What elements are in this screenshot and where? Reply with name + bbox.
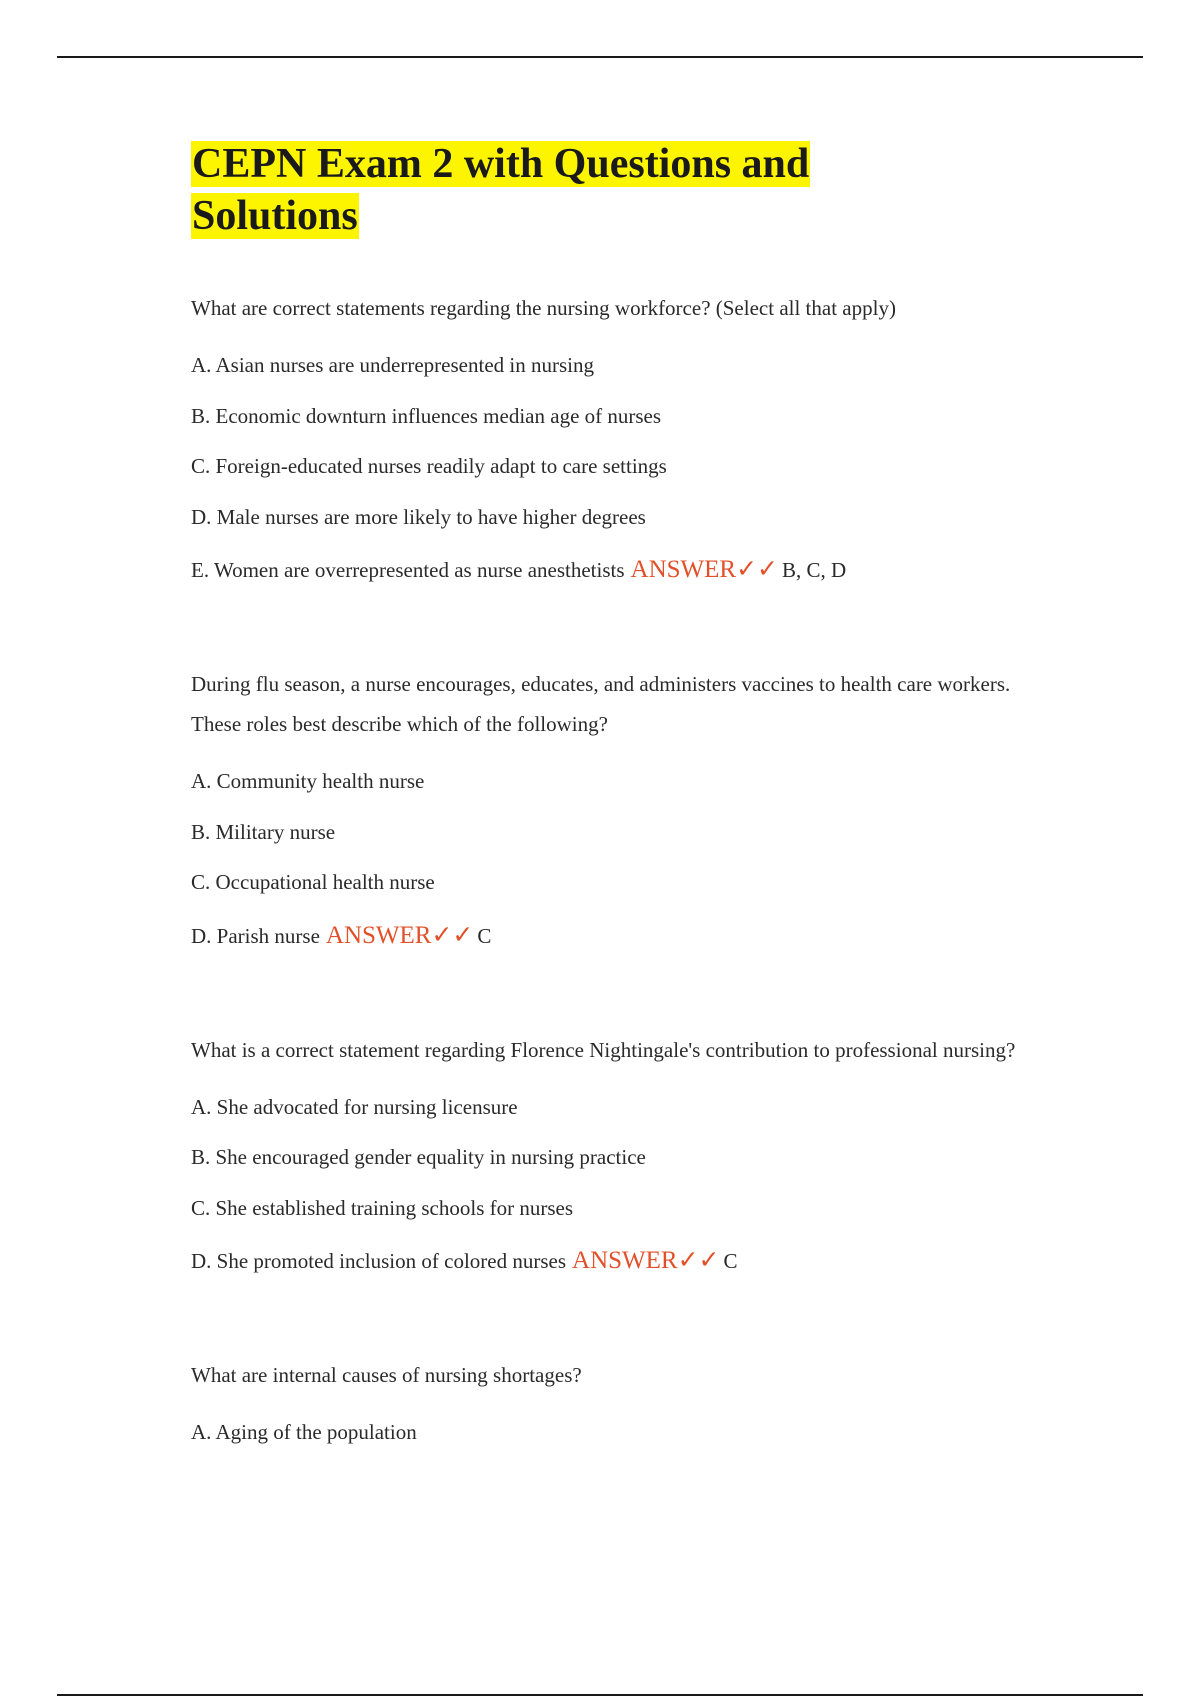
answer-value: C — [477, 923, 492, 948]
option-item: A. Asian nurses are underrepresented in nursing — [191, 353, 594, 377]
option-item: C. She established training schools for nurses — [191, 1195, 574, 1220]
option-item: B. Military nurse — [191, 819, 336, 844]
question-block-4 — [191, 1355, 1051, 1458]
top-rule — [57, 56, 1143, 58]
option-item: C. Foreign-educated nurses readily adapt to care settings — [191, 454, 667, 478]
document-body — [191, 138, 1051, 1458]
option-item: D. Male nurses are more likely to have higher degrees — [191, 504, 646, 529]
answer-label: ANSWER✓✓ — [630, 556, 778, 583]
option-item: C. Occupational health nurse — [191, 870, 435, 894]
bottom-rule — [57, 1694, 1143, 1696]
question-block-1 — [191, 288, 1051, 598]
option-item: A. She advocated for nursing licensure — [191, 1094, 518, 1119]
question-block-3 — [191, 1030, 1051, 1290]
question-text: What is a correct statement regarding Florence Nightingale's contribution to professional nursing? — [191, 1037, 1016, 1062]
option-item: A. Aging of the population — [191, 1420, 417, 1444]
page-title — [191, 138, 911, 242]
answer-value: B, C, D — [781, 558, 847, 582]
answer-value: C — [723, 1249, 738, 1273]
answer-label: ANSWER✓✓ — [325, 921, 474, 949]
option-item: A. Community health nurse — [191, 769, 425, 793]
question-block-2 — [191, 664, 1051, 964]
option-text: E. Women are overrepresented as nurse anesthetists — [191, 558, 625, 582]
question-text: What are correct statements regarding the nursing workforce? (Select all that apply) — [191, 296, 896, 320]
question-text: During flu season, a nurse encourages, educates, and administers vaccines to health care workers. These roles best describe which of the following? — [191, 672, 1011, 736]
option-item-with-answer — [191, 542, 1051, 598]
question-text: What are internal causes of nursing shortages? — [191, 1363, 582, 1387]
option-item-with-answer — [191, 908, 1051, 964]
option-item: B. Economic downturn influences median age of nurses — [191, 403, 662, 428]
option-text: D. She promoted inclusion of colored nurses — [191, 1249, 567, 1273]
title-highlight: CEPN Exam 2 with Questions and Solutions — [192, 141, 810, 239]
option-item: B. She encouraged gender equality in nursing practice — [191, 1145, 646, 1169]
option-text: D. Parish nurse — [191, 923, 320, 948]
answer-label: ANSWER✓✓ — [572, 1247, 720, 1274]
option-item-with-answer — [191, 1233, 1051, 1289]
